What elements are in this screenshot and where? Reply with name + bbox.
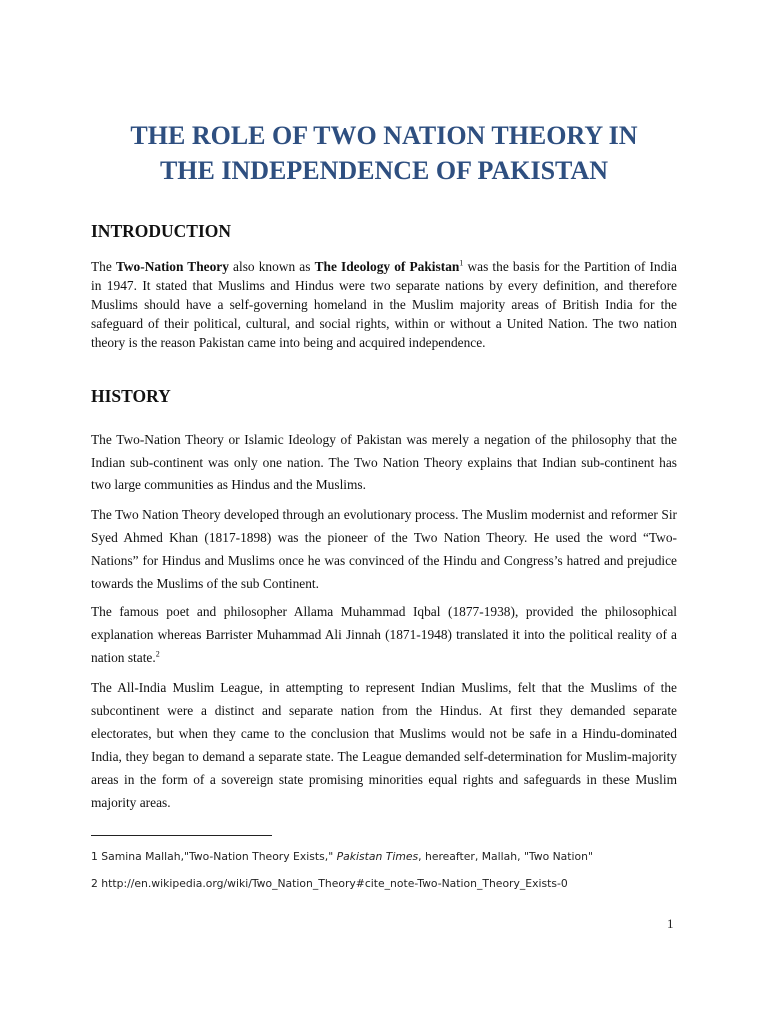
history-paragraph-1: The Two-Nation Theory or Islamic Ideology of Pakistan was merely a negation of the philosophy that the Indian sub-continent was only one nation. The Two Nation Theory explains that Indian sub-continent has two large communities as Hindus and the Muslims. — [91, 432, 677, 493]
history-paragraph-3 — [91, 600, 677, 669]
intro-text-1: The — [91, 259, 116, 274]
page-number: 1 — [667, 916, 674, 931]
footnote-ref-2[interactable]: 2 — [155, 649, 160, 659]
intro-text-2: also known as — [228, 259, 315, 274]
intro-term-two-nation-theory: Two-Nation Theory — [115, 259, 229, 274]
introduction-heading: INTRODUCTION — [91, 221, 232, 241]
footnote-ref-1[interactable]: 1 — [459, 258, 464, 268]
intro-text-3: was the basis for the Partition of India in 1947. It stated that Muslims and Hindus were two separate nations by every definition, and therefore Muslims should have a self-governing homeland in the Muslim majority areas of British India for the safeguard of their political, cultural, and social rights, within or without a United Nation. The two nation theory is the reason Pakistan came into being and acquired independence. — [91, 259, 677, 351]
footnote-2: 2 http://en.wikipedia.org/wiki/Two_Nation_Theory#cite_note-Two-Nation_Theory_Exists-0 — [91, 877, 568, 890]
intro-term-ideology-of-pakistan: The Ideology of Pakistan — [314, 259, 460, 274]
footnote-separator — [91, 835, 272, 836]
page-title — [60, 118, 708, 188]
history-paragraph-4: The All-India Muslim League, in attempting to represent Indian Muslims, felt that the Muslims of the subcontinent were a distinct and separate nation from the Hindus. At first they demanded separate electorates, but when they came to the conclusion that Muslims would not be safe in a Hindu-dominated India, they began to demand a separate state. The League demanded self-determination for Muslim-majority areas in the form of a sovereign state promising minorities equal rights and safeguards in these Muslim majority areas. — [91, 680, 677, 810]
title-line-1: THE ROLE OF TWO NATION THEORY IN — [130, 121, 638, 150]
footnote-1 — [91, 850, 593, 863]
footnote-1-publication: Pakistan Times — [336, 850, 419, 863]
title-line-2: THE INDEPENDENCE OF PAKISTAN — [159, 156, 609, 185]
introduction-paragraph — [91, 257, 677, 352]
footnote-1-text: 1 Samina Mallah,"Two-Nation Theory Exists," — [91, 850, 337, 863]
history-paragraph-2: The Two Nation Theory developed through an evolutionary process. The Muslim modernist and reformer Sir Syed Ahmed Khan (1817-1898) was the pioneer of the Two Nation Theory. He used the word “Two-Nations” for Hindus and Muslims once he was convinced of the Hindu and Congress’s hatred and prejudice towards the Muslims of the sub Continent. — [91, 507, 677, 591]
history-paragraph-3-text: The famous poet and philosopher Allama Muhammad Iqbal (1877-1938), provided the philosophical explanation whereas Barrister Muhammad Ali Jinnah (1871-1948) translated it into the political reality of a nation state. — [91, 604, 677, 665]
history-heading: HISTORY — [91, 386, 171, 406]
footnote-1-tail: , hereafter, Mallah, "Two Nation" — [418, 850, 593, 863]
